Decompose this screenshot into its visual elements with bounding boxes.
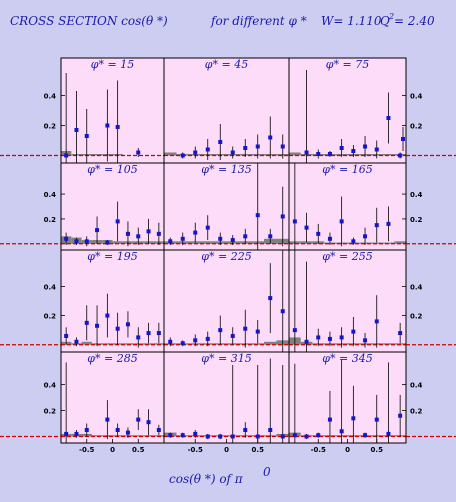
data-point xyxy=(193,151,197,155)
data-point xyxy=(363,234,367,238)
y-tick-label: 0.2 xyxy=(43,122,56,131)
data-point xyxy=(268,234,272,238)
panel-10 xyxy=(44,352,164,454)
data-point xyxy=(74,432,78,436)
data-point xyxy=(116,428,120,432)
data-point xyxy=(256,330,260,334)
data-point xyxy=(157,428,161,432)
data-point xyxy=(116,327,120,331)
data-point xyxy=(268,428,272,432)
data-point xyxy=(375,319,379,323)
panel-label: φ* = 225 xyxy=(201,250,252,263)
y-tick-label: 0.4 xyxy=(43,381,56,390)
panel-label: φ* = 75 xyxy=(325,58,370,71)
data-point xyxy=(147,331,151,335)
data-point xyxy=(206,337,210,341)
data-point xyxy=(243,428,247,432)
data-point xyxy=(231,151,235,155)
data-point xyxy=(168,433,172,437)
data-point xyxy=(363,433,367,437)
data-point xyxy=(64,432,68,436)
data-point xyxy=(168,340,172,344)
data-point xyxy=(281,309,285,313)
x-tick-label: -0.5 xyxy=(79,446,95,454)
data-point xyxy=(281,214,285,218)
data-point xyxy=(305,435,309,439)
data-point xyxy=(105,124,109,128)
data-point xyxy=(316,433,320,437)
panel-label: φ* = 255 xyxy=(322,250,373,263)
data-point xyxy=(340,429,344,433)
data-point xyxy=(218,435,222,439)
title-Q-value: = 2.40 xyxy=(394,14,435,28)
panel-label: φ* = 345 xyxy=(322,352,373,365)
data-point xyxy=(351,239,355,243)
x-tick-label: 0 xyxy=(224,446,229,454)
panel-label: φ* = 15 xyxy=(90,58,135,71)
data-point xyxy=(181,341,185,345)
data-point xyxy=(105,241,109,245)
panel-6 xyxy=(289,163,423,250)
data-point xyxy=(147,420,151,424)
x-tick-label: -0.5 xyxy=(187,446,203,454)
data-point xyxy=(231,334,235,338)
y-tick-label: 0.4 xyxy=(43,283,56,292)
panel-4 xyxy=(44,163,164,250)
panel-11 xyxy=(164,352,289,454)
data-point xyxy=(351,149,355,153)
data-point xyxy=(316,152,320,156)
data-point xyxy=(293,433,297,437)
title-W: W= 1.110 xyxy=(321,14,382,28)
data-point xyxy=(206,435,210,439)
data-point xyxy=(363,338,367,342)
panel-8 xyxy=(164,250,289,352)
data-point xyxy=(193,338,197,342)
data-point xyxy=(193,432,197,436)
data-point xyxy=(243,327,247,331)
title-Q-exp: 2 xyxy=(389,12,395,21)
data-point xyxy=(256,435,260,439)
panel-5 xyxy=(164,163,289,250)
data-point xyxy=(181,154,185,158)
data-point xyxy=(386,432,390,436)
data-point xyxy=(386,222,390,226)
panel-label: φ* = 135 xyxy=(201,163,252,176)
data-point xyxy=(64,154,68,158)
data-point xyxy=(398,154,402,158)
data-point xyxy=(64,334,68,338)
data-point xyxy=(85,239,89,243)
data-point xyxy=(95,324,99,328)
x-tick-label: 0 xyxy=(110,446,115,454)
data-point xyxy=(116,125,120,129)
x-tick-label: -0.5 xyxy=(310,446,326,454)
data-point xyxy=(181,237,185,241)
y-tick-label: 0.2 xyxy=(43,407,56,416)
data-point xyxy=(316,232,320,236)
data-point xyxy=(116,219,120,223)
data-point xyxy=(105,314,109,318)
title-Q-base: Q xyxy=(380,14,390,28)
data-point xyxy=(105,418,109,422)
title-main: CROSS SECTION cos(θ *) xyxy=(10,14,168,28)
data-point xyxy=(398,414,402,418)
data-point xyxy=(305,340,309,344)
data-point xyxy=(157,232,161,236)
panel-label: φ* = 165 xyxy=(322,163,373,176)
data-point xyxy=(126,322,130,326)
data-point xyxy=(218,328,222,332)
data-point xyxy=(136,335,140,339)
x-axis-label-exponent: 0 xyxy=(263,465,271,479)
y-tick-label: 0.2 xyxy=(410,122,423,131)
panel-2 xyxy=(164,58,289,163)
data-point xyxy=(351,416,355,420)
y-tick-label: 0.4 xyxy=(410,381,423,390)
x-tick-label: 0 xyxy=(345,446,350,454)
data-point xyxy=(305,151,309,155)
data-point xyxy=(375,418,379,422)
data-point xyxy=(316,335,320,339)
data-point xyxy=(293,219,297,223)
data-point xyxy=(305,226,309,230)
data-point xyxy=(256,145,260,149)
panel-label: φ* = 105 xyxy=(87,163,138,176)
data-point xyxy=(351,330,355,334)
y-tick-label: 0.2 xyxy=(410,312,423,321)
panel-12 xyxy=(289,352,423,454)
data-point xyxy=(231,238,235,242)
data-point xyxy=(74,128,78,132)
data-point xyxy=(243,146,247,150)
panel-label: φ* = 45 xyxy=(204,58,249,71)
data-point xyxy=(193,231,197,235)
x-tick-label: 0.5 xyxy=(370,446,383,454)
data-point xyxy=(268,296,272,300)
panel-label: φ* = 195 xyxy=(87,250,138,263)
data-point xyxy=(85,134,89,138)
x-tick-label: 0.5 xyxy=(132,446,145,454)
panel-9 xyxy=(289,250,423,352)
data-point xyxy=(328,418,332,422)
data-point xyxy=(386,116,390,120)
data-point xyxy=(340,219,344,223)
data-point xyxy=(340,146,344,150)
data-point xyxy=(231,435,235,439)
data-point xyxy=(218,140,222,144)
data-point xyxy=(64,237,68,241)
data-point xyxy=(147,229,151,233)
data-point xyxy=(328,237,332,241)
data-point xyxy=(328,337,332,341)
data-point xyxy=(375,223,379,227)
data-point xyxy=(293,328,297,332)
data-point xyxy=(328,152,332,156)
data-point xyxy=(126,232,130,236)
data-point xyxy=(375,148,379,152)
y-tick-label: 0.4 xyxy=(410,191,423,200)
data-point xyxy=(126,431,130,435)
data-point xyxy=(136,418,140,422)
panel-grid xyxy=(0,58,456,454)
data-point xyxy=(95,228,99,232)
data-point xyxy=(281,145,285,149)
data-point xyxy=(157,331,161,335)
panel-1 xyxy=(44,58,164,163)
y-tick-label: 0.2 xyxy=(43,215,56,224)
panel-3 xyxy=(289,58,423,163)
data-point xyxy=(363,145,367,149)
x-tick-label: 0.5 xyxy=(251,446,264,454)
data-point xyxy=(206,226,210,230)
data-point xyxy=(268,136,272,140)
data-point xyxy=(281,435,285,439)
y-tick-label: 0.2 xyxy=(43,312,56,321)
y-tick-label: 0.4 xyxy=(43,92,56,101)
data-point xyxy=(168,239,172,243)
data-point xyxy=(206,148,210,152)
data-point xyxy=(74,239,78,243)
data-point xyxy=(398,331,402,335)
y-tick-label: 0.4 xyxy=(43,191,56,200)
panel-7 xyxy=(44,250,164,352)
data-point xyxy=(401,137,405,141)
data-point xyxy=(218,237,222,241)
data-point xyxy=(74,340,78,344)
data-point xyxy=(136,234,140,238)
panel-label: φ* = 285 xyxy=(87,352,138,365)
data-point xyxy=(243,234,247,238)
data-point xyxy=(136,151,140,155)
data-point xyxy=(181,433,185,437)
data-point xyxy=(256,213,260,217)
y-tick-label: 0.2 xyxy=(410,215,423,224)
data-point xyxy=(85,321,89,325)
x-axis-label: cos(θ *) of π xyxy=(169,472,243,486)
y-tick-label: 0.4 xyxy=(410,92,423,101)
panel-label: φ* = 315 xyxy=(201,352,252,365)
data-point xyxy=(340,335,344,339)
y-tick-label: 0.2 xyxy=(410,407,423,416)
y-tick-label: 0.4 xyxy=(410,283,423,292)
title-phi: for different φ * xyxy=(211,14,307,28)
data-point xyxy=(85,428,89,432)
